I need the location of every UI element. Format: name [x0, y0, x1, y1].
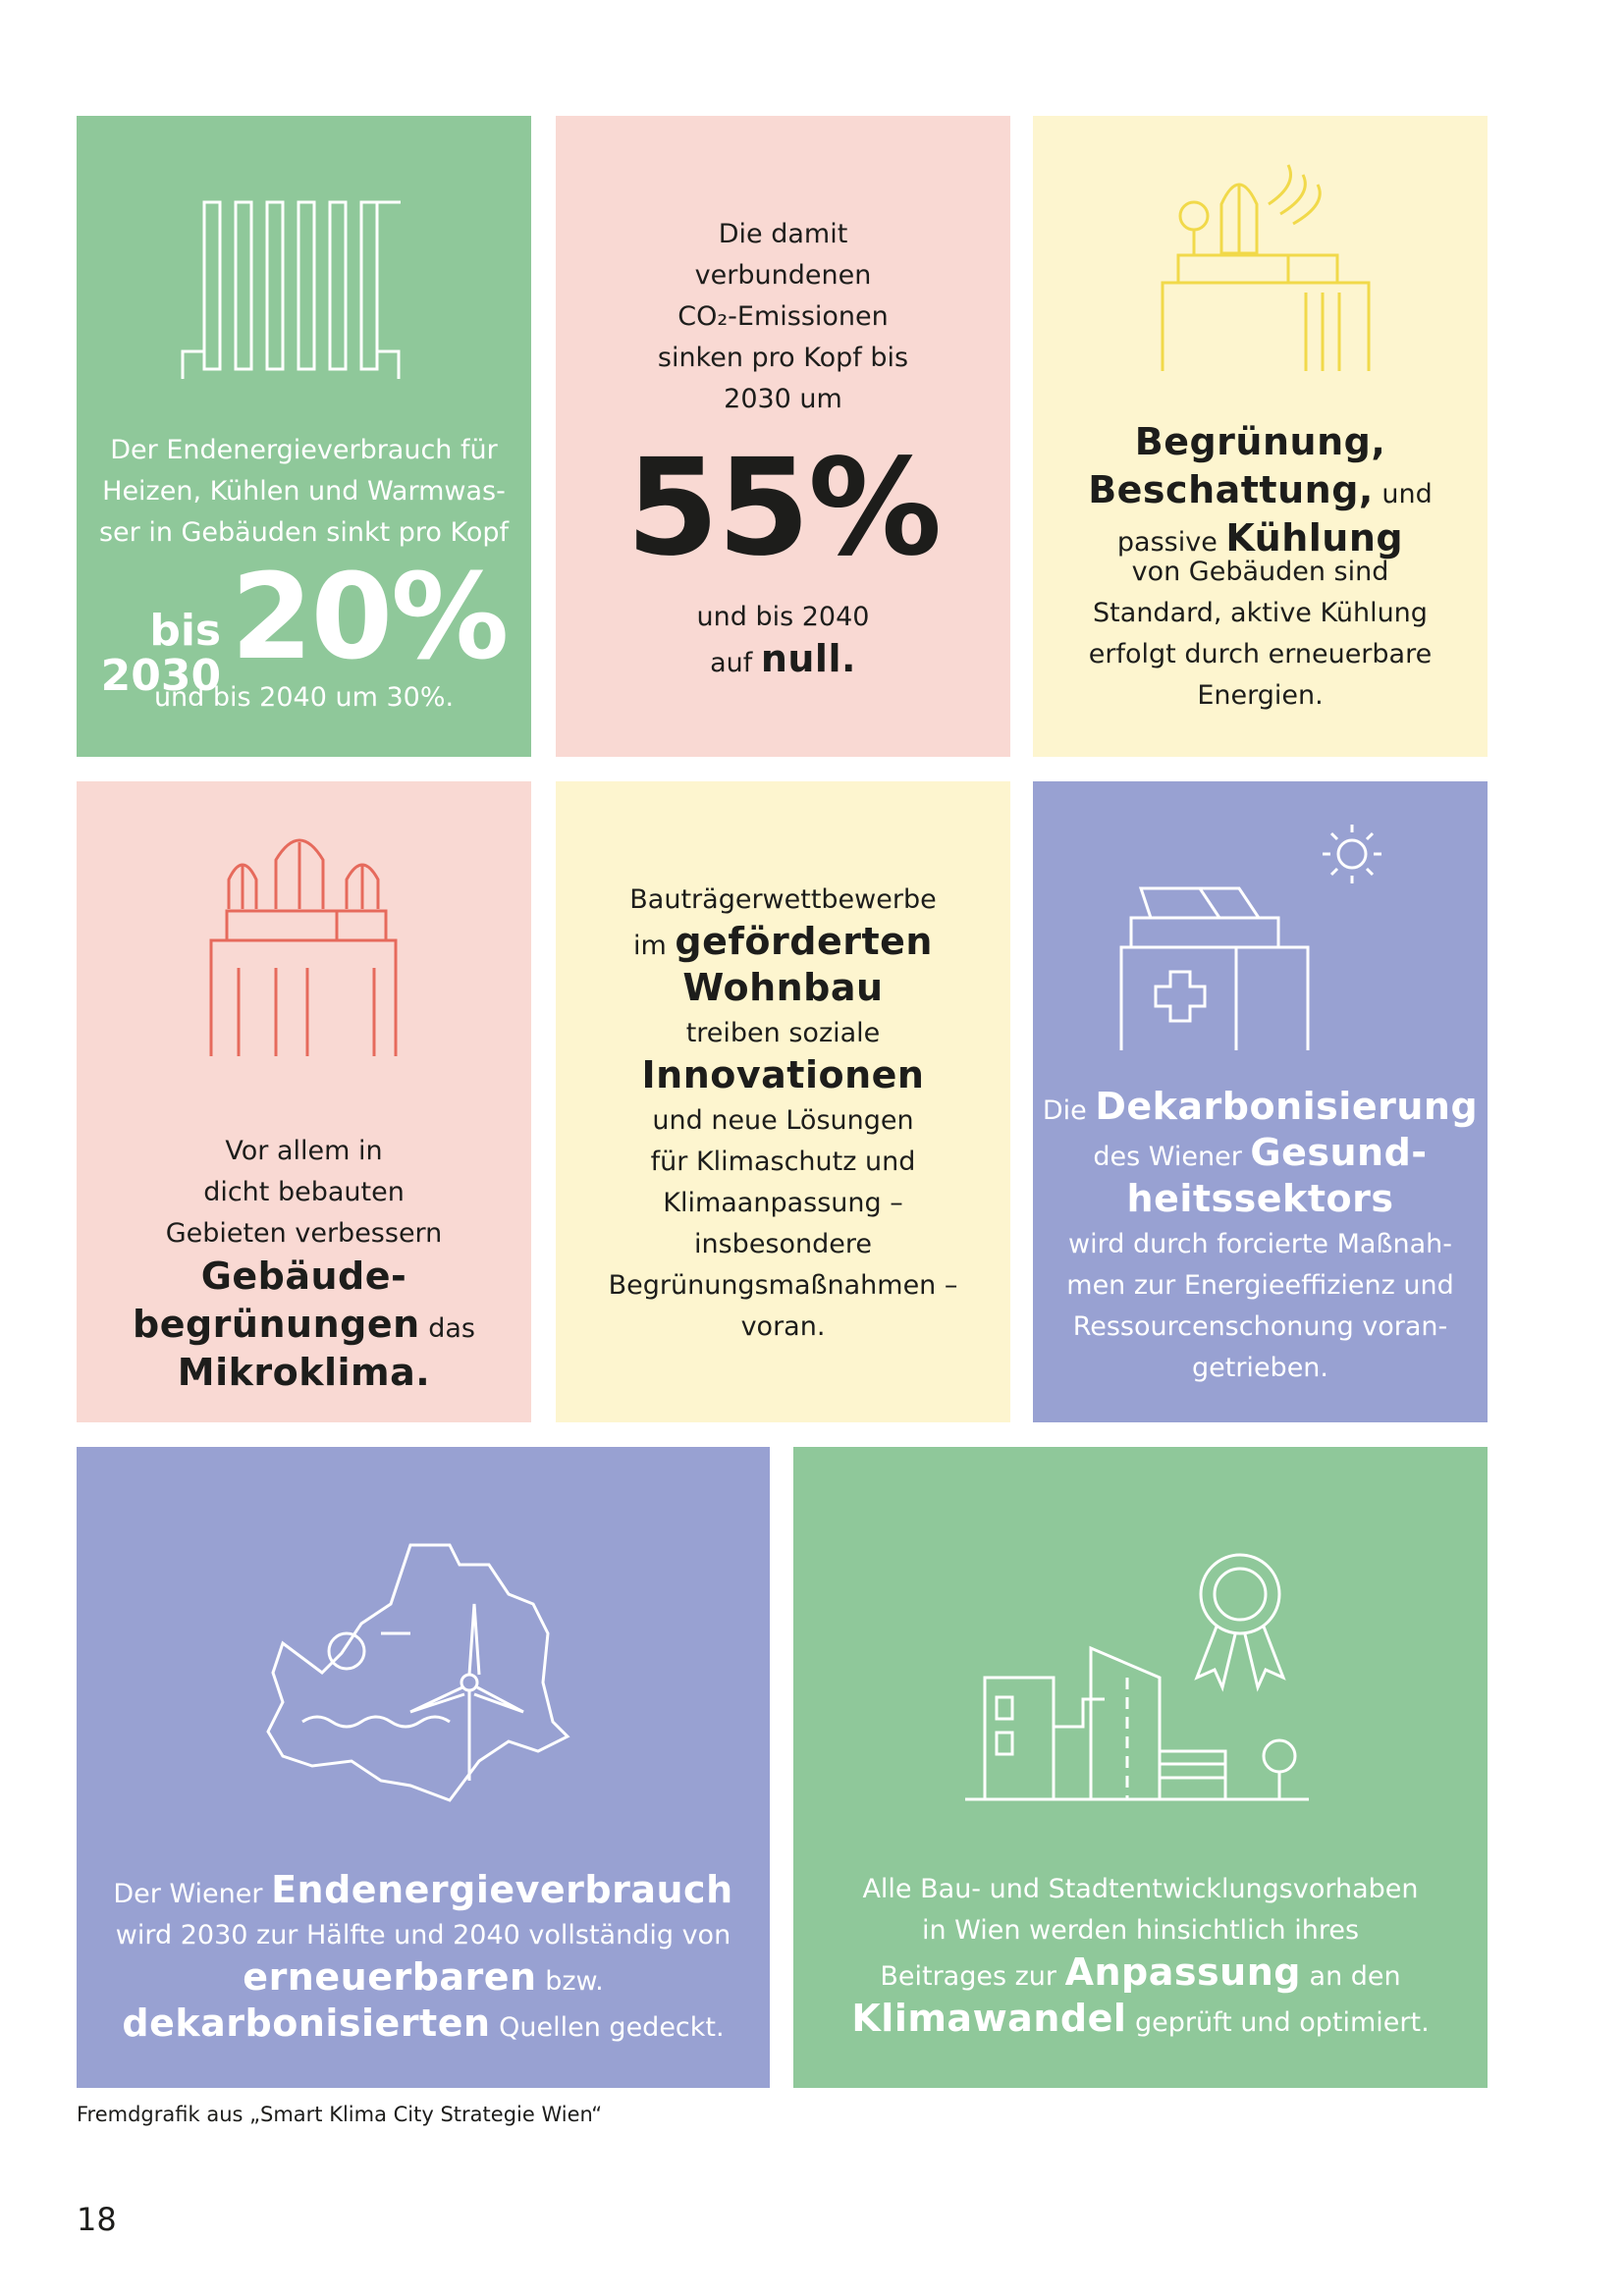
t5-line: Klimaanpassung – — [663, 1188, 903, 1218]
t4-bold3 — [77, 1351, 531, 1399]
t1-line: ser in Gebäuden sinkt pro Kopf — [98, 517, 510, 548]
t5-bold3 — [556, 967, 1010, 1013]
t5-bold2 — [556, 921, 1010, 967]
t2-after2 — [556, 638, 1010, 684]
t3-line: Energien. — [1197, 680, 1324, 711]
t4-line: Gebieten verbessern — [165, 1218, 443, 1249]
t5-line: und neue Lösungen — [652, 1105, 914, 1136]
t6-heitssektors: heitssektors — [1126, 1177, 1394, 1220]
t6-gesund: Gesund- — [1250, 1131, 1428, 1174]
t7-der-wiener: Der Wiener — [113, 1879, 272, 1909]
t5-bold5 — [556, 1054, 1010, 1100]
t6-line: Ressourcenschonung voran- — [1072, 1311, 1448, 1342]
t3-line: von Gebäuden sind — [1131, 557, 1389, 587]
t5-line: für Klimaschutz und — [650, 1147, 916, 1177]
t4-gebaeude: Gebäude- — [200, 1255, 407, 1298]
t7-erneuerbaren: erneuerbaren — [243, 1955, 537, 1999]
t3-line: Standard, aktive Kühlung — [1093, 598, 1428, 628]
t5-line1: Bauträgerwettbewerbe — [629, 884, 937, 915]
t2-null: null. — [760, 637, 856, 680]
t8-line2: in Wien werden hinsichtlich ihres — [921, 1915, 1360, 1946]
t5-wohnbau: Wohnbau — [682, 966, 884, 1009]
t1-line: Der Endenergieverbrauch für — [110, 435, 498, 465]
t8-line1: Alle Bau- und Stadtentwicklungsvorhaben — [862, 1874, 1419, 1904]
tile-health-sector — [1033, 781, 1488, 1422]
t4-bold2 — [77, 1303, 531, 1351]
t7-quellen: Quellen gedeckt. — [490, 2012, 725, 2043]
t7-bold1 — [77, 1869, 770, 1915]
t6-line: wird durch forcierte Maßnah- — [1068, 1229, 1452, 1259]
t2-big-value: 55% — [625, 431, 941, 586]
t1-big-value: 20% — [231, 550, 508, 686]
tile-microclimate — [77, 781, 531, 1422]
t3-begruenung: Begrünung, — [1134, 420, 1386, 463]
t3-bold1 — [1033, 420, 1488, 468]
t4-bold1 — [77, 1255, 531, 1303]
t2-line: verbundenen — [694, 260, 872, 291]
t5-innovationen: Innovationen — [641, 1053, 925, 1096]
t7-line2: wird 2030 zur Hälfte und 2040 vollständig von — [115, 1920, 731, 1950]
t6-line: getrieben. — [1192, 1353, 1328, 1383]
t7-dekarbonisierten: dekarbonisierten — [122, 2002, 491, 2045]
t5-line4: treiben soziale — [685, 1018, 881, 1048]
t4-mikroklima: Mikroklima. — [177, 1351, 431, 1394]
t1-after: und bis 2040 um 30%. — [153, 682, 455, 713]
tile-climate-adaptation — [793, 1447, 1488, 2088]
t7-endenergieverbrauch: Endenergieverbrauch — [271, 1868, 733, 1911]
t6-dekarbonisierung: Dekarbonisierung — [1095, 1085, 1479, 1128]
t3-und: und — [1373, 479, 1433, 509]
t3-line: erfolgt durch erneuerbare — [1088, 639, 1433, 669]
figure-caption: Fremdgrafik aus „Smart Klima City Strategie Wien“ — [77, 2103, 603, 2126]
tile-housing — [556, 781, 1010, 1422]
t5-line: voran. — [740, 1311, 826, 1342]
t5-line: insbesondere — [694, 1229, 872, 1259]
t4-begruenungen: begrünungen — [133, 1303, 420, 1346]
trees-on-buildings-icon — [199, 821, 406, 1056]
t8-beitrages: Beitrages zur — [880, 1961, 1065, 1992]
t6-line: men zur Energieeffizienz und — [1066, 1270, 1454, 1301]
t6-bold3 — [1033, 1178, 1488, 1224]
t1-year: 2030 — [100, 650, 222, 701]
t4-line: Vor allem in — [225, 1136, 383, 1166]
t4-das: das — [419, 1313, 475, 1344]
t1-bis: bis — [149, 605, 222, 656]
t2-line: sinken pro Kopf bis — [657, 343, 909, 373]
t6-bold1 — [1033, 1086, 1488, 1132]
t2-line: CO₂-Emissionen — [677, 301, 889, 332]
green-roof-buildings-icon — [1151, 145, 1377, 371]
page-number: 18 — [77, 2201, 117, 2238]
hospital-solar-icon — [1111, 805, 1386, 1050]
t8-bold4 — [793, 1998, 1488, 2044]
t3-beschattung: Beschattung, — [1088, 468, 1374, 511]
t6-bold2 — [1033, 1132, 1488, 1178]
tile-greening — [1033, 116, 1488, 757]
t3-passive: passive — [1116, 527, 1226, 558]
t5-gefoerderten: geförderten — [675, 920, 933, 963]
t7-bold3 — [77, 1956, 770, 2002]
t2-after2-pre: auf — [710, 648, 761, 678]
t5-im: im — [633, 931, 676, 961]
t7-bold4 — [77, 2002, 770, 2049]
t2-line: Die damit — [718, 219, 848, 249]
tile-co2-emissions — [556, 116, 1010, 757]
t4-line: dicht bebauten — [203, 1177, 405, 1207]
t2-after1: und bis 2040 — [696, 602, 870, 632]
tile-renewable-energy — [77, 1447, 770, 2088]
t8-geprueft: geprüft und optimiert. — [1126, 2007, 1430, 2038]
t1-line: Heizen, Kühlen und Warmwas- — [102, 476, 506, 507]
t5-line: Begrünungsmaßnahmen – — [608, 1270, 958, 1301]
t6-die: Die — [1042, 1095, 1096, 1126]
t8-an-den: an den — [1300, 1961, 1401, 1992]
t8-anpassung: Anpassung — [1064, 1950, 1301, 1994]
t6-des-wiener: des Wiener — [1093, 1142, 1251, 1172]
vienna-map-wind-icon — [263, 1535, 587, 1810]
t8-bold3 — [793, 1951, 1488, 1998]
tile-energy-consumption — [77, 116, 531, 757]
t7-bzw: bzw. — [536, 1966, 604, 1997]
t8-klimawandel: Klimawandel — [851, 1997, 1127, 2040]
t2-line: 2030 um — [724, 384, 842, 414]
radiator-icon — [175, 183, 430, 379]
city-award-icon — [965, 1540, 1319, 1805]
t3-kuehlung: Kühlung — [1225, 516, 1404, 560]
t3-bold2 — [1033, 468, 1488, 516]
